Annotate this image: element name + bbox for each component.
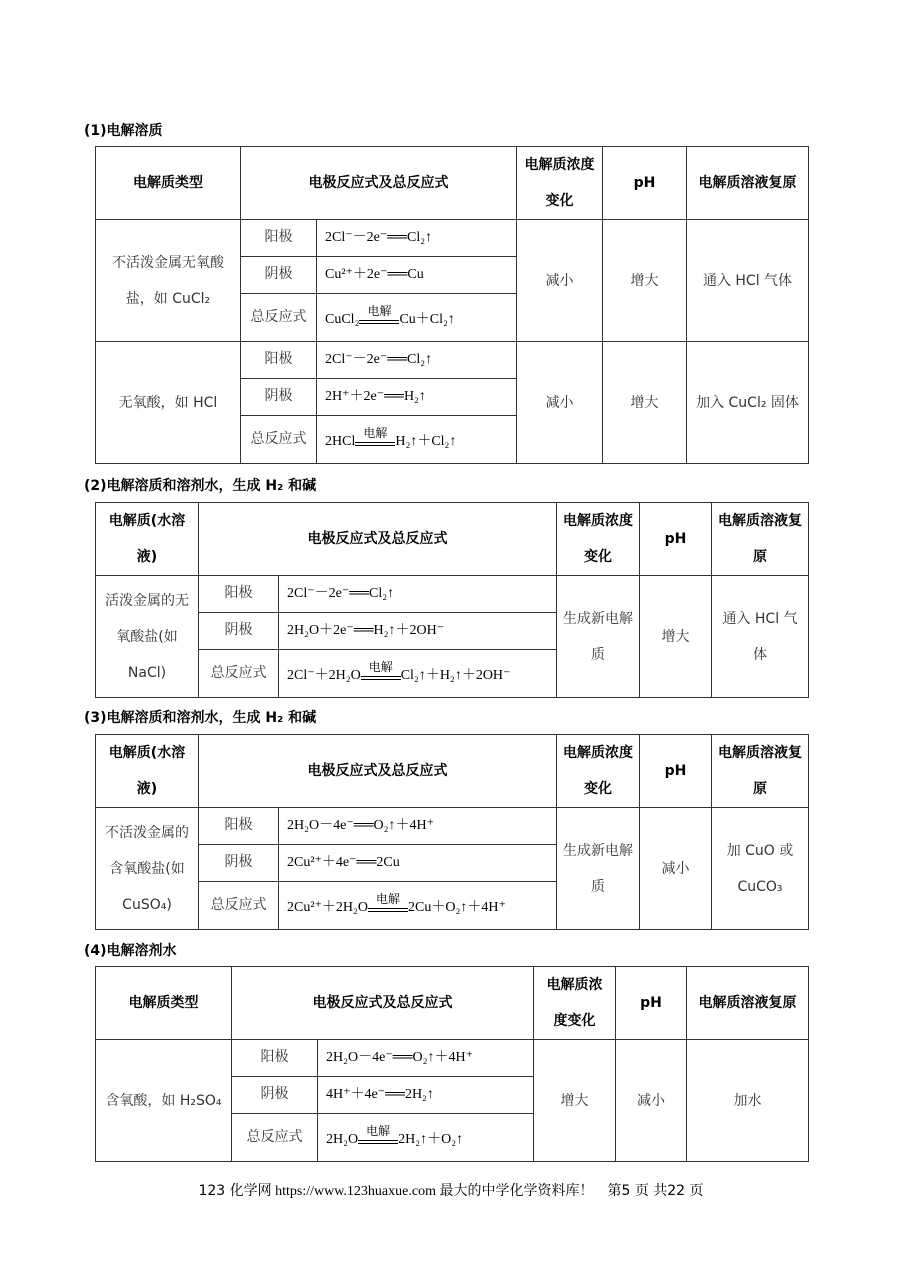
anode-label: 阳极 — [232, 1040, 318, 1077]
footer-slogan: 最大的中学化学资料库！ — [439, 1183, 594, 1199]
total-label: 总反应式 — [199, 650, 279, 698]
concentration-change: 减小 — [517, 220, 603, 342]
concentration-change: 生成新电解质 — [557, 576, 640, 698]
header-restore: 电解质溶液复原 — [712, 735, 809, 808]
restore-method: 通入 HCl 气体 — [712, 576, 809, 698]
header-type: 电解质(水溶液) — [96, 735, 199, 808]
section-2-heading: (2)电解溶质和溶剂水，生成 H₂ 和碱 — [84, 478, 317, 494]
concentration-change: 减小 — [517, 342, 603, 464]
header-ph: pH — [603, 147, 687, 220]
concentration-change: 增大 — [534, 1040, 616, 1162]
header-concentration: 电解质浓度变化 — [517, 147, 603, 220]
total-products: Cu＋Cl₂↑ — [399, 311, 455, 327]
electrolysis-condition: 电解 — [363, 425, 388, 440]
header-equations: 电极反应式及总反应式 — [199, 735, 557, 808]
anode-label: 阳极 — [241, 220, 317, 257]
section-4-heading: (4)电解溶剂水 — [84, 943, 177, 959]
footer-url[interactable]: https://www.123huaxue.com — [275, 1184, 436, 1199]
total-label: 总反应式 — [199, 882, 279, 930]
total-label: 总反应式 — [241, 294, 317, 342]
cathode-label: 阴极 — [199, 613, 279, 650]
ph-change: 减小 — [640, 808, 712, 930]
cathode-label: 阴极 — [232, 1077, 318, 1114]
ph-change: 增大 — [603, 220, 687, 342]
concentration-change: 生成新电解质 — [557, 808, 640, 930]
total-reactants: 2HCl — [325, 433, 356, 449]
ph-change: 增大 — [640, 576, 712, 698]
footer-site: 123 化学网 — [198, 1183, 272, 1199]
anode-equation: 2Cl⁻－2e⁻══Cl₂↑ — [317, 220, 517, 257]
total-products: Cl₂↑＋H₂↑＋2OH⁻ — [400, 667, 511, 683]
anode-equation: 2H₂O－4e⁻══O₂↑＋4H⁺ — [279, 808, 557, 845]
anode-equation: 2Cl⁻－2e⁻══Cl₂↑ — [279, 576, 557, 613]
header-equations: 电极反应式及总反应式 — [241, 147, 517, 220]
ph-change: 减小 — [616, 1040, 687, 1162]
anode-equation: 2Cl⁻－2e⁻══Cl₂↑ — [317, 342, 517, 379]
header-equations: 电极反应式及总反应式 — [232, 967, 534, 1040]
header-row — [96, 735, 809, 808]
electrolysis-condition: 电解 — [376, 891, 401, 906]
electrolysis-arrow — [359, 303, 399, 327]
section-1-table — [95, 146, 809, 464]
total-products: H₂↑＋Cl₂↑ — [395, 433, 457, 449]
restore-method: 通入 HCl 气体 — [687, 220, 809, 342]
cathode-equation: 4H⁺＋4e⁻══2H₂↑ — [318, 1077, 534, 1114]
ph-change: 增大 — [603, 342, 687, 464]
total-products: 2H₂↑＋O₂↑ — [398, 1131, 464, 1147]
footer-page-number: 第5 页 共22 页 — [607, 1183, 704, 1199]
electrolysis-condition: 电解 — [366, 1123, 391, 1138]
cathode-equation: 2H⁺＋2e⁻══H₂↑ — [317, 379, 517, 416]
table-row — [96, 1040, 809, 1077]
header-type: 电解质类型 — [96, 967, 232, 1040]
table-row — [96, 808, 809, 845]
header-ph: pH — [640, 503, 712, 576]
header-row — [96, 967, 809, 1040]
table-row — [96, 342, 809, 379]
section-4-table — [95, 966, 809, 1162]
header-concentration: 电解质浓度变化 — [534, 967, 616, 1040]
header-concentration: 电解质浓度变化 — [557, 503, 640, 576]
total-reactants: 2Cl⁻＋2H₂O — [287, 667, 361, 683]
electrolyte-type: 活泼金属的无氧酸盐(如 NaCl) — [96, 576, 199, 698]
section-3-heading: (3)电解溶质和溶剂水，生成 H₂ 和碱 — [84, 710, 317, 726]
table-row — [96, 220, 809, 257]
header-ph: pH — [616, 967, 687, 1040]
page-footer — [0, 1180, 902, 1200]
electrolysis-arrow — [358, 1123, 398, 1147]
electrolysis-arrow — [355, 425, 395, 449]
electrolysis-condition: 电解 — [367, 303, 392, 318]
header-ph: pH — [640, 735, 712, 808]
header-restore: 电解质溶液复原 — [687, 147, 809, 220]
restore-method: 加水 — [687, 1040, 809, 1162]
electrolyte-type: 含氧酸，如 H₂SO₄ — [96, 1040, 232, 1162]
header-row — [96, 147, 809, 220]
electrolysis-arrow — [361, 659, 401, 683]
total-equation — [318, 1114, 534, 1162]
restore-method: 加 CuO 或 CuCO₃ — [712, 808, 809, 930]
cathode-label: 阴极 — [241, 379, 317, 416]
total-label: 总反应式 — [232, 1114, 318, 1162]
anode-equation: 2H₂O－4e⁻══O₂↑＋4H⁺ — [318, 1040, 534, 1077]
section-3-table — [95, 734, 809, 930]
electrolysis-arrow — [368, 891, 408, 915]
table-row — [96, 576, 809, 613]
electrolyte-type: 不活泼金属无氧酸盐，如 CuCl₂ — [96, 220, 241, 342]
total-reactants: 2H₂O — [326, 1131, 359, 1147]
electrolysis-condition: 电解 — [368, 659, 393, 674]
total-reactants: CuCl₂ — [325, 311, 360, 327]
anode-label: 阳极 — [199, 576, 279, 613]
header-type: 电解质(水溶液) — [96, 503, 199, 576]
cathode-label: 阴极 — [241, 257, 317, 294]
cathode-equation: Cu²⁺＋2e⁻══Cu — [317, 257, 517, 294]
total-equation — [279, 650, 557, 698]
cathode-equation: 2Cu²⁺＋4e⁻══2Cu — [279, 845, 557, 882]
electrolyte-type: 不活泼金属的含氧酸盐(如 CuSO₄) — [96, 808, 199, 930]
total-reactants: 2Cu²⁺＋2H₂O — [287, 899, 369, 915]
electrolyte-type: 无氧酸，如 HCl — [96, 342, 241, 464]
header-concentration: 电解质浓度变化 — [557, 735, 640, 808]
restore-method: 加入 CuCl₂ 固体 — [687, 342, 809, 464]
header-type: 电解质类型 — [96, 147, 241, 220]
total-products: 2Cu＋O₂↑＋4H⁺ — [408, 899, 506, 915]
section-2-table — [95, 502, 809, 698]
total-equation — [317, 294, 517, 342]
section-1-heading: (1)电解溶质 — [84, 123, 163, 139]
cathode-label: 阴极 — [199, 845, 279, 882]
total-equation — [317, 416, 517, 464]
header-restore: 电解质溶液复原 — [712, 503, 809, 576]
anode-label: 阳极 — [199, 808, 279, 845]
total-label: 总反应式 — [241, 416, 317, 464]
header-equations: 电极反应式及总反应式 — [199, 503, 557, 576]
header-row — [96, 503, 809, 576]
header-restore: 电解质溶液复原 — [687, 967, 809, 1040]
anode-label: 阳极 — [241, 342, 317, 379]
total-equation — [279, 882, 557, 930]
cathode-equation: 2H₂O＋2e⁻══H₂↑＋2OH⁻ — [279, 613, 557, 650]
